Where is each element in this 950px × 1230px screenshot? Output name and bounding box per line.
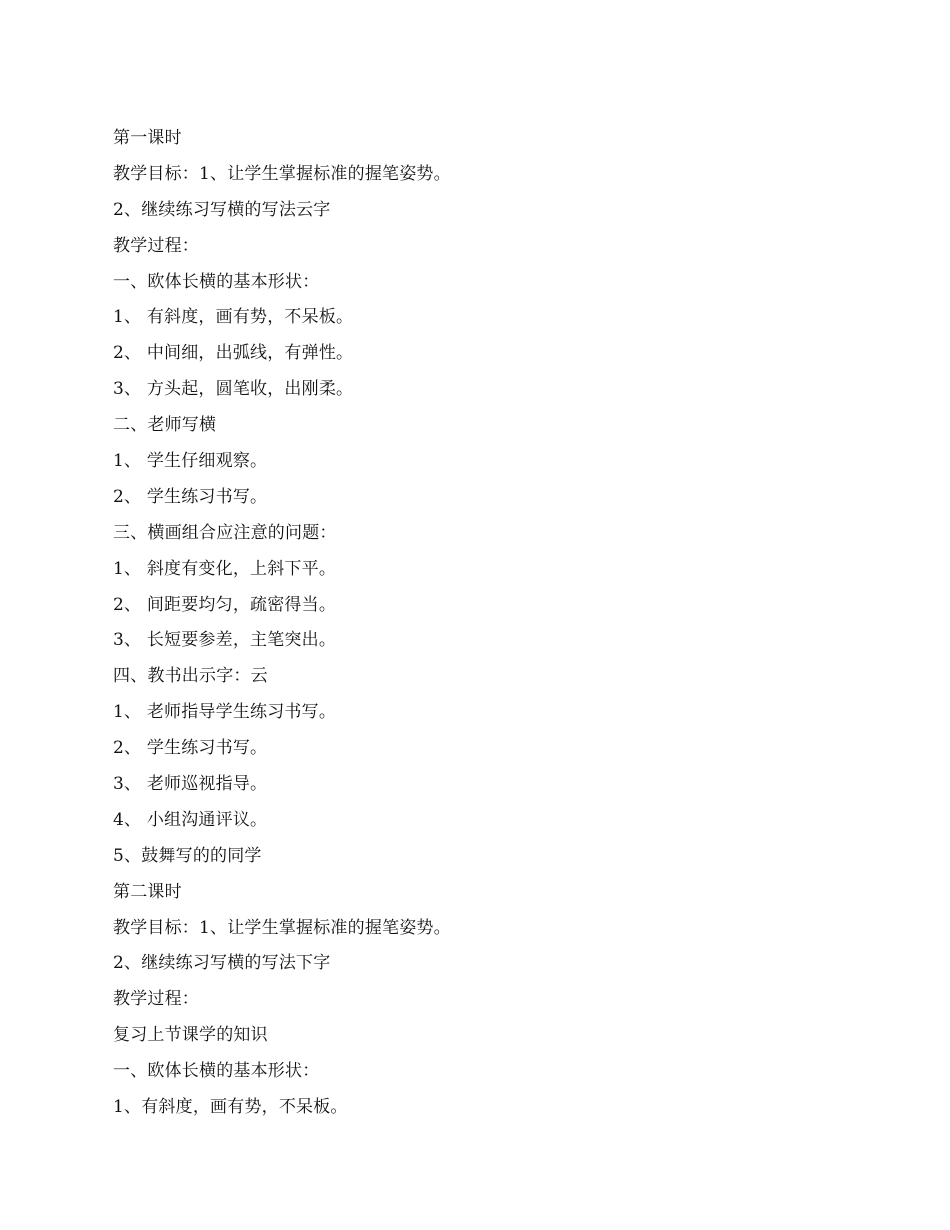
paragraph-line: 复习上节课学的知识 <box>113 1025 268 1046</box>
list-item: 1、 学生仔细观察。 <box>113 451 268 472</box>
list-item: 1、有斜度，画有势，不呆板。 <box>113 1097 348 1118</box>
list-item: 2、 学生练习书写。 <box>113 738 268 759</box>
list-item: 3、 方头起，圆笔收，出刚柔。 <box>113 379 354 400</box>
list-item: 5、鼓舞写的的同学 <box>113 845 262 866</box>
document-body <box>113 121 853 1126</box>
paragraph-line: 三、横画组合应注意的问题： <box>113 522 337 543</box>
list-item: 1、 老师指导学生练习书写。 <box>113 702 337 723</box>
list-item: 2、 中间细，出弧线，有弹性。 <box>113 343 354 364</box>
paragraph-line: 教学目标：1、让学生掌握标准的握笔姿势。 <box>113 917 451 938</box>
list-item: 2、 学生练习书写。 <box>113 486 268 507</box>
paragraph-line: 2、继续练习写横的写法云字 <box>113 199 331 220</box>
list-item: 3、 老师巡视指导。 <box>113 774 268 795</box>
paragraph-line: 教学过程： <box>113 235 199 256</box>
paragraph-line: 教学目标：1、让学生掌握标准的握笔姿势。 <box>113 163 451 184</box>
paragraph-line: 二、老师写横 <box>113 415 217 436</box>
list-item: 2、 间距要均匀，疏密得当。 <box>113 594 337 615</box>
paragraph-line: 教学过程： <box>113 989 199 1010</box>
paragraph-line: 一、欧体长横的基本形状： <box>113 271 320 292</box>
section-heading-lesson-2: 第二课时 <box>113 881 182 902</box>
list-item: 1、 有斜度，画有势，不呆板。 <box>113 307 354 328</box>
paragraph-line: 一、欧体长横的基本形状： <box>113 1061 320 1082</box>
paragraph-line: 四、教书出示字：云 <box>113 666 268 687</box>
section-heading-lesson-1: 第一课时 <box>113 128 182 148</box>
list-item: 1、 斜度有变化，上斜下平。 <box>113 558 337 579</box>
paragraph-line: 2、继续练习写横的写法下字 <box>113 953 331 974</box>
list-item: 3、 长短要参差，主笔突出。 <box>113 630 337 651</box>
list-item: 4、 小组沟通评议。 <box>113 809 268 830</box>
